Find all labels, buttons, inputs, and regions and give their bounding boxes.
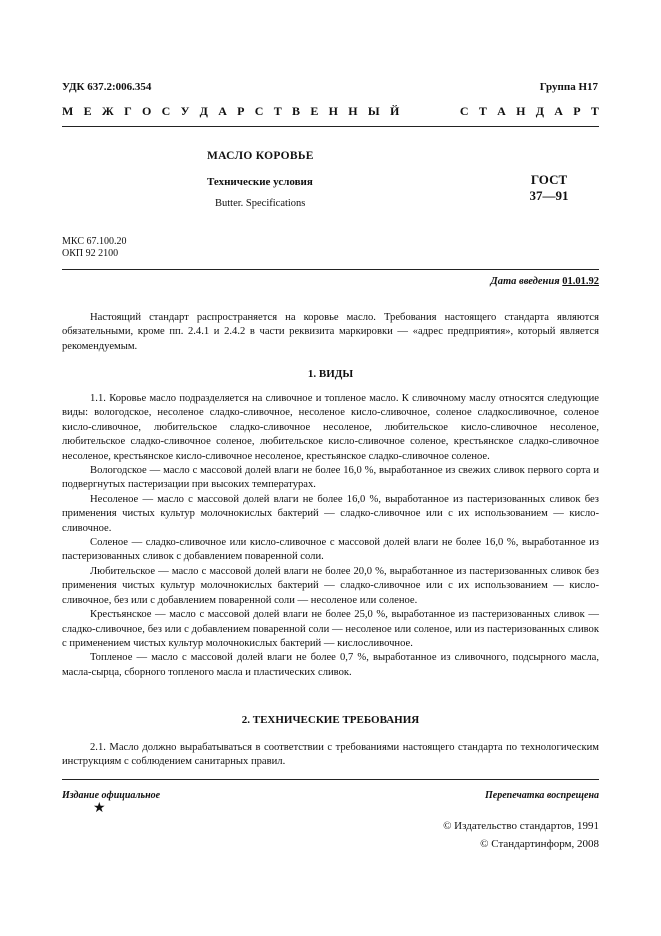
paragraph: Любительское — масло с массовой долей влаги не более 20,0 %, выработанное из пастеризованных сливок без применения чистых культур молочнокислых бактерий — сладко-сливочное или с их использованием — кисло-сливочное, без или с добавлением поваренной соли — несоленое или соленое. [62,565,599,606]
intro-date-value: 01.01.92 [562,276,599,287]
header-rule [62,126,599,127]
paragraph: 2.1. Масло должно вырабатываться в соответствии с требованиями настоящего стандарта по технологическим инструкциям с соблюдением санитарных правил. [62,742,599,768]
introduction-date [491,276,599,287]
date-rule [62,269,599,270]
copyright-publisher: © Издательство стандартов, 1991 [443,820,599,832]
copyright-standartinform: © Стандартинформ, 2008 [480,838,599,850]
section2-heading: 2. ТЕХНИЧЕСКИЕ ТРЕБОВАНИЯ [241,714,420,726]
okp-code: ОКП 92 2100 [62,248,119,259]
star-icon: ★ [93,801,106,816]
standard-banner: М Е Ж Г О С У Д А Р С Т В Е Н Н Ы Й С Т А Н Д А Р Т [62,104,599,118]
paragraph: Топленое — масло с массовой долей влаги не более 0,7 %, выработанное из сливочного, подсырного масла, масла-сырца, сборного топленого масла и пластических сливок. [62,652,599,678]
footer-rule [62,779,599,780]
paragraph: Вологодское — масло с массовой долей влаги не более 16,0 %, выработанное из свежих сливок первого сорта и подвергнутых пастеризации при высоких температурах. [62,465,599,491]
document-subtitle: Технические условия [207,176,313,188]
reprint-notice: Перепечатка воспрещена [485,790,599,801]
intro-paragraph: Настоящий стандарт распространяется на коровье масло. Требования настоящего стандарта являются обязательными, кроме пп. 2.4.1 и 2.4.2 в части реквизита маркировки — «адрес предприятия», который является рекомендуемым. [62,312,599,352]
mks-code: МКС 67.100.20 [62,236,127,247]
classification-codes [62,236,126,260]
paragraph: 1.1. Коровье масло подразделяется на сливочное и топленое масло. К сливочному маслу относятся следующие виды: вологодское, несоленое сладко-сливочное, несоленое кисло-сливочное, соленое сладкосливочное, соленое кисло-сливочное, любительское сладко-сливочное несоленое, любительское кисло-сливочное несоленое, любительское сладко-сливочное соленое, любительское кисло-сливочное соленое, крестьянское сладко-сливочное несоленое, крестьянское кисло-сливочное несоленое, крестьянское сладко-сливочное соленое. [62,393,599,462]
document-title: МАСЛО КОРОВЬЕ [207,150,314,162]
gost-number: ГОСТ 37—91 [529,172,569,203]
intro-date-label: Дата введения [490,276,560,287]
paragraph: Несоленое — масло с массовой долей влаги не более 16,0 %, выработанное из пастеризованных сливок без применения чистых культур молочнокислых бактерий — сладко-сливочное или с их использованием — кисло-сливочное. [62,493,599,534]
paragraph: Соленое — сладко-сливочное или кисло-сливочное с массовой долей влаги не более 16,0 %, выработанное из пастеризованных сливок с добавлением поваренной соли. [62,537,599,563]
section1-body [62,392,599,680]
section2-body [62,741,599,770]
section1-heading: 1. ВИДЫ [307,368,354,380]
official-edition-label: Издание официальное [62,790,161,801]
paragraph: Крестьянское — масло с массовой долей влаги не более 25,0 %, выработанное из пастеризованных сливок — сладко-сливочное, без или с добавлением поваренной соли — несоленое или соленое, или из пастеризованных сливок с применением чистых культур молочнокислых бактерий — кислосливочное. [62,609,599,649]
group-code: Группа Н17 [539,81,598,93]
english-title: Butter. Specifications [215,198,306,209]
udk-code: УДК 637.2:006.354 [62,81,152,93]
